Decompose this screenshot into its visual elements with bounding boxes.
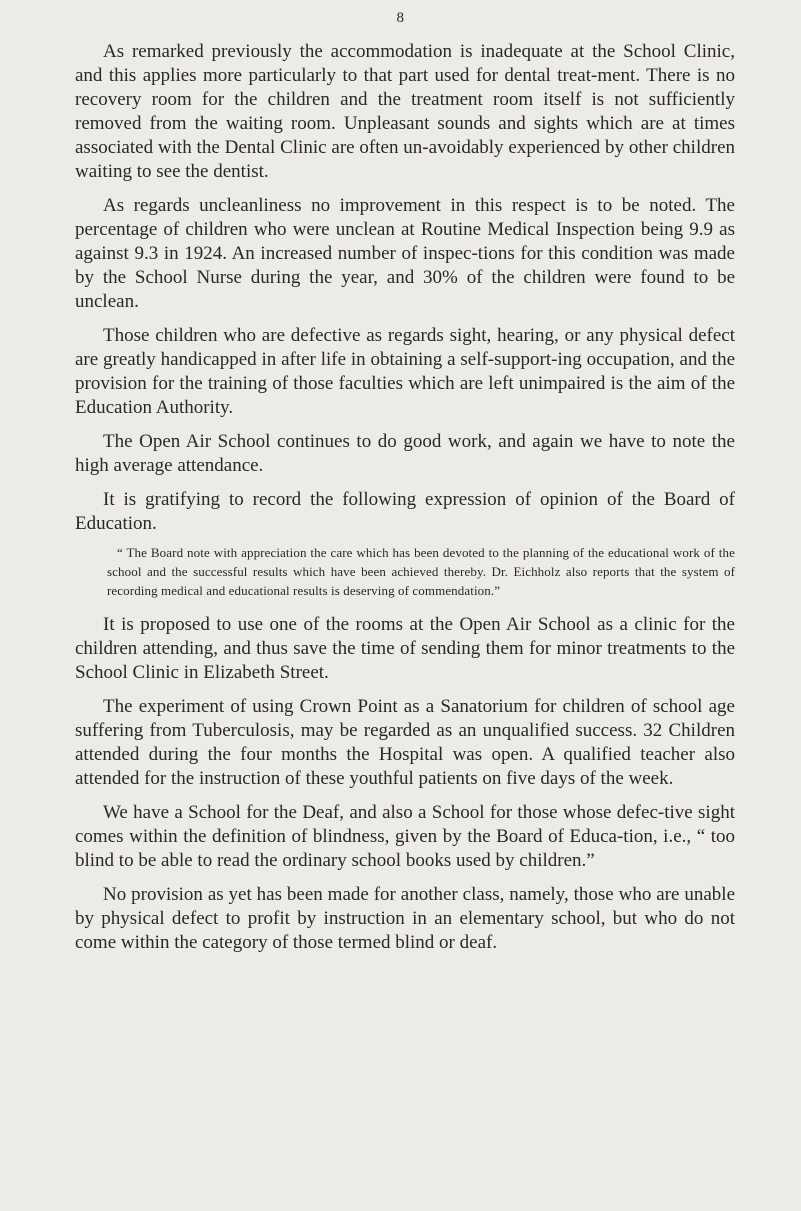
paragraph-no-provision: No provision as yet has been made for another class, namely, those who are unable by physical defect to profit by instruction in an elementary school, but who do not come within the category of those termed blind or deaf. bbox=[75, 884, 735, 953]
page-number: 8 bbox=[396, 10, 405, 26]
paragraph-board-opinion-intro: It is gratifying to record the following expression of opinion of the Board of Education. bbox=[75, 489, 735, 534]
paragraph-open-air-school: The Open Air School continues to do good work, and again we have to note the high average attendance. bbox=[75, 431, 735, 476]
board-of-education-quote: “ The Board note with appreciation the care which has been devoted to the planning of the educational work of the school and the successful results which have been achieved thereby. Dr. Eichholz also reports that the system of recording medical and educational results is deserving of commendation.” bbox=[107, 545, 735, 598]
paragraph-uncleanliness: As regards uncleanliness no improvement in this respect is to be noted. The percentage of children who were unclean at Routine Medical Inspection being 9.9 as against 9.3 in 1924. An increased number of inspec-tions for this condition was made by the School Nurse during the year, and 30% of the children were found to be unclean. bbox=[75, 195, 735, 312]
paragraph-clinic-proposal: It is proposed to use one of the rooms at the Open Air School as a clinic for the children attending, and thus save the time of sending them for minor treatments to the School Clinic in Elizabeth Street. bbox=[75, 614, 735, 683]
paragraph-defective-children: Those children who are defective as regards sight, hearing, or any physical defect are greatly handicapped in after life in obtaining a self-support-ing occupation, and the provision for the training of those faculties which are left unimpaired is the aim of the Education Authority. bbox=[75, 325, 735, 418]
body-text bbox=[75, 40, 735, 965]
paragraph-crown-point-sanatorium: The experiment of using Crown Point as a Sanatorium for children of school age suffering from Tuberculosis, may be regarded as an unqualified success. 32 Children attended during the four months the Hospital was open. A qualified teacher also attended for the instruction of these youthful patients on five days of the week. bbox=[75, 696, 735, 789]
paragraph-dental-clinic: As remarked previously the accommodation is inadequate at the School Clinic, and this applies more particularly to that part used for dental treat-ment. There is no recovery room for the children and the treatment room itself is not sufficiently removed from the waiting room. Unpleasant sounds and sights which are at times associated with the Dental Clinic are often un-avoidably experienced by other children waiting to see the dentist. bbox=[75, 41, 735, 182]
paragraph-deaf-blind-schools: We have a School for the Deaf, and also a School for those whose defec-tive sight comes within the definition of blindness, given by the Board of Educa-tion, i.e., “ too blind to be able to read the ordinary school books used by children.” bbox=[75, 802, 735, 871]
